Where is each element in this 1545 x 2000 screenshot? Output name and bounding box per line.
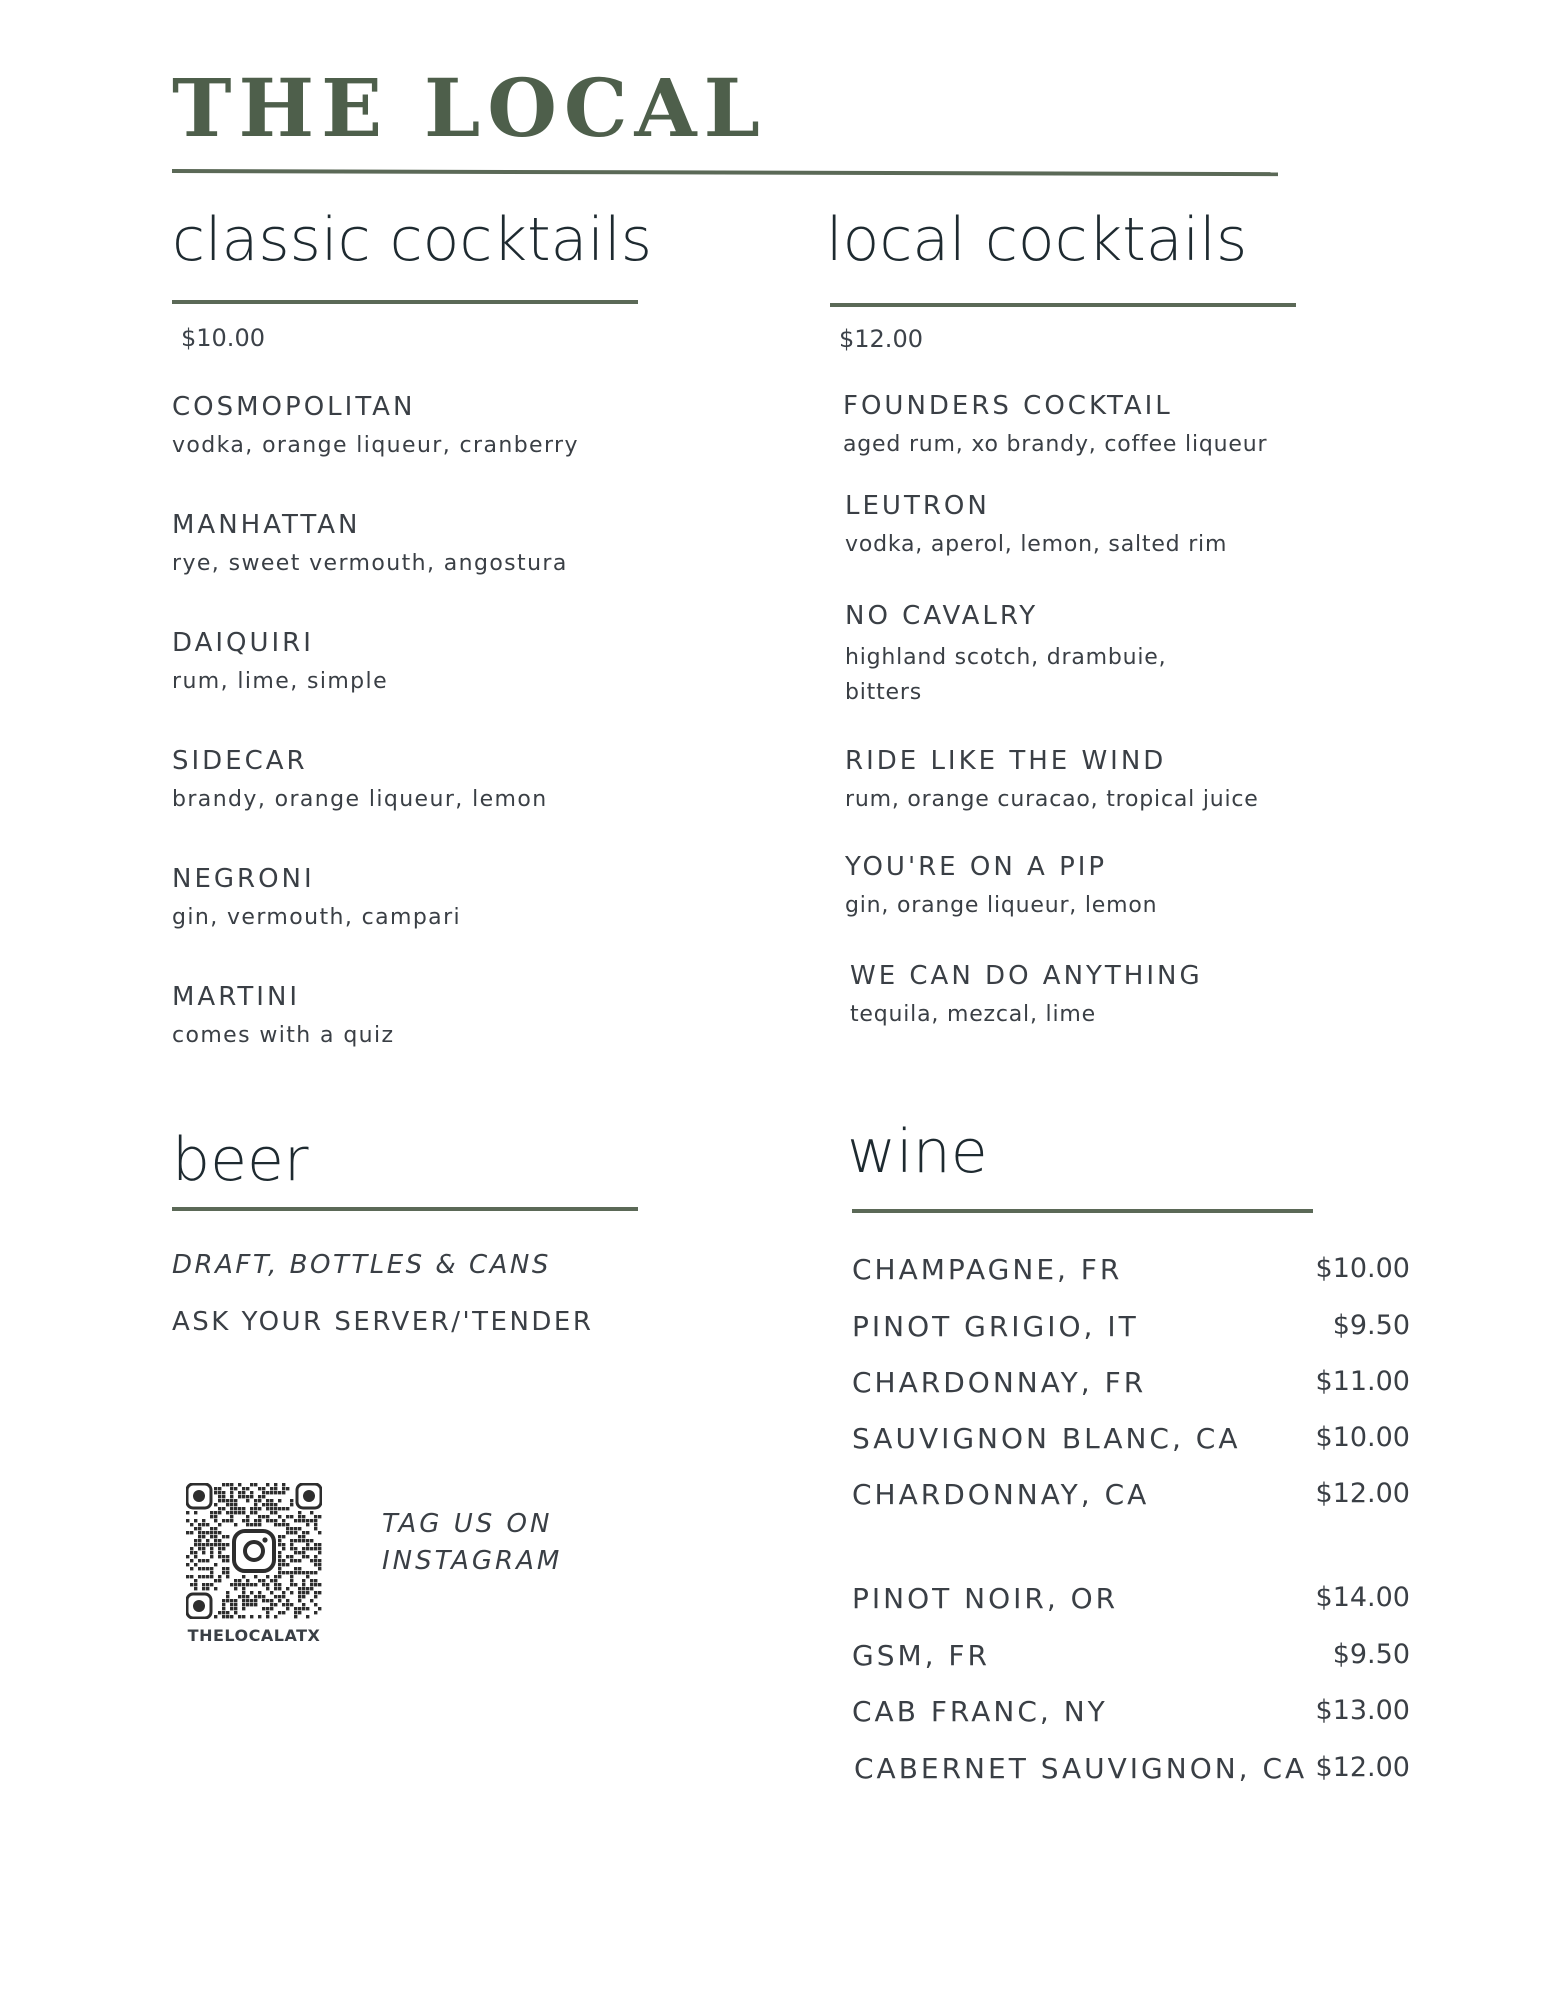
- classic-item: [172, 982, 395, 1051]
- local-item: [845, 601, 1166, 711]
- brand-title: THE LOCAL: [172, 61, 767, 155]
- beer-divider: [172, 1207, 638, 1211]
- qr-pattern: [186, 1483, 322, 1619]
- beer-ask-server: ASK YOUR SERVER/'TENDER: [172, 1307, 594, 1337]
- classic-item: [172, 628, 388, 697]
- item-name: NEGRONI: [172, 864, 315, 894]
- wine-name: CAB FRANC, NY: [852, 1695, 1108, 1728]
- local-item: [845, 746, 1259, 815]
- item-desc: rum, lime, simple: [172, 669, 388, 695]
- local-divider: [830, 303, 1296, 307]
- item-name: WE CAN DO ANYTHING: [850, 961, 1203, 991]
- item-desc: gin, orange liqueur, lemon: [845, 893, 1158, 919]
- instagram-tag-text: [382, 1506, 562, 1580]
- item-name: COSMOPOLITAN: [172, 392, 416, 422]
- item-name: YOU'RE ON A PIP: [845, 852, 1108, 882]
- item-desc: gin, vermouth, campari: [172, 905, 462, 931]
- wine-name: GSM, FR: [852, 1639, 990, 1672]
- beer-title: beer: [172, 1125, 309, 1195]
- wine-row: [852, 1478, 1410, 1518]
- local-price: $12.00: [839, 325, 923, 353]
- item-name: RIDE LIKE THE WIND: [845, 746, 1167, 776]
- tag-line-2: INSTAGRAM: [382, 1545, 563, 1576]
- classic-item: [172, 864, 461, 933]
- item-desc: brandy, orange liqueur, lemon: [172, 787, 548, 813]
- item-desc: vodka, orange liqueur, cranberry: [172, 433, 579, 459]
- wine-row: [852, 1582, 1410, 1622]
- wine-row: [852, 1752, 1410, 1792]
- qr-finder: [187, 1594, 211, 1618]
- item-name: DAIQUIRI: [172, 628, 314, 658]
- wine-price: $9.50: [1332, 1639, 1410, 1670]
- wine-row: [852, 1422, 1410, 1462]
- wine-row: [852, 1695, 1410, 1735]
- header-divider: [172, 169, 1278, 176]
- wine-name: SAUVIGNON BLANC, CA: [852, 1422, 1241, 1455]
- wine-row: [852, 1253, 1410, 1293]
- classic-item: [172, 746, 548, 815]
- item-name: MANHATTAN: [172, 510, 361, 540]
- item-name: FOUNDERS COCKTAIL: [843, 391, 1173, 421]
- wine-title: wine: [847, 1117, 988, 1187]
- wine-price: $9.50: [1332, 1310, 1410, 1341]
- instagram-icon: [234, 1531, 274, 1571]
- instagram-qr-code[interactable]: [186, 1483, 322, 1619]
- local-item: [843, 391, 1267, 460]
- wine-price: $12.00: [1315, 1478, 1410, 1509]
- item-desc: tequila, mezcal, lime: [850, 1002, 1096, 1028]
- item-name: NO CAVALRY: [845, 601, 1039, 631]
- wine-name: PINOT NOIR, OR: [852, 1582, 1119, 1615]
- classic-price: $10.00: [181, 324, 265, 352]
- wine-price: $11.00: [1315, 1366, 1410, 1397]
- wine-price: $13.00: [1315, 1695, 1410, 1726]
- wine-name: CHARDONNAY, FR: [852, 1366, 1147, 1399]
- wine-name: PINOT GRIGIO, IT: [852, 1310, 1139, 1343]
- tag-line-1: TAG US ON: [382, 1509, 553, 1539]
- classic-divider: [172, 300, 638, 304]
- item-desc: comes with a quiz: [172, 1023, 395, 1049]
- item-desc: vodka, aperol, lemon, salted rim: [845, 532, 1228, 558]
- instagram-handle: THELOCALATX: [187, 1626, 321, 1645]
- wine-row: [852, 1639, 1410, 1679]
- classic-item: [172, 510, 568, 579]
- local-item: [850, 961, 1203, 1030]
- local-item: [845, 852, 1157, 921]
- wine-divider: [852, 1209, 1313, 1213]
- item-desc: aged rum, xo brandy, coffee liqueur: [843, 432, 1268, 458]
- qr-finder: [297, 1484, 321, 1508]
- item-name: SIDECAR: [172, 746, 308, 776]
- local-cocktails-title: local cocktails: [826, 205, 1248, 275]
- wine-row: [852, 1366, 1410, 1406]
- wine-row: [852, 1310, 1410, 1350]
- wine-price: $10.00: [1315, 1253, 1410, 1284]
- wine-name: CABERNET SAUVIGNON, CA: [854, 1752, 1308, 1785]
- item-desc: rum, orange curacao, tropical juice: [845, 787, 1259, 813]
- item-desc: rye, sweet vermouth, angostura: [172, 551, 568, 577]
- qr-finder: [187, 1484, 211, 1508]
- classic-item: [172, 392, 579, 461]
- wine-price: $14.00: [1315, 1582, 1410, 1613]
- beer-availability: DRAFT, BOTTLES & CANS: [172, 1250, 551, 1280]
- item-desc: highland scotch, drambuie, bitters: [845, 645, 1167, 706]
- classic-cocktails-title: classic cocktails: [172, 205, 652, 275]
- local-item: [845, 491, 1227, 560]
- wine-price: $10.00: [1315, 1422, 1410, 1453]
- item-name: MARTINI: [172, 982, 301, 1012]
- wine-price: $12.00: [1315, 1752, 1410, 1783]
- wine-name: CHAMPAGNE, FR: [852, 1253, 1123, 1286]
- item-name: LEUTRON: [845, 491, 990, 521]
- wine-name: CHARDONNAY, CA: [852, 1478, 1150, 1511]
